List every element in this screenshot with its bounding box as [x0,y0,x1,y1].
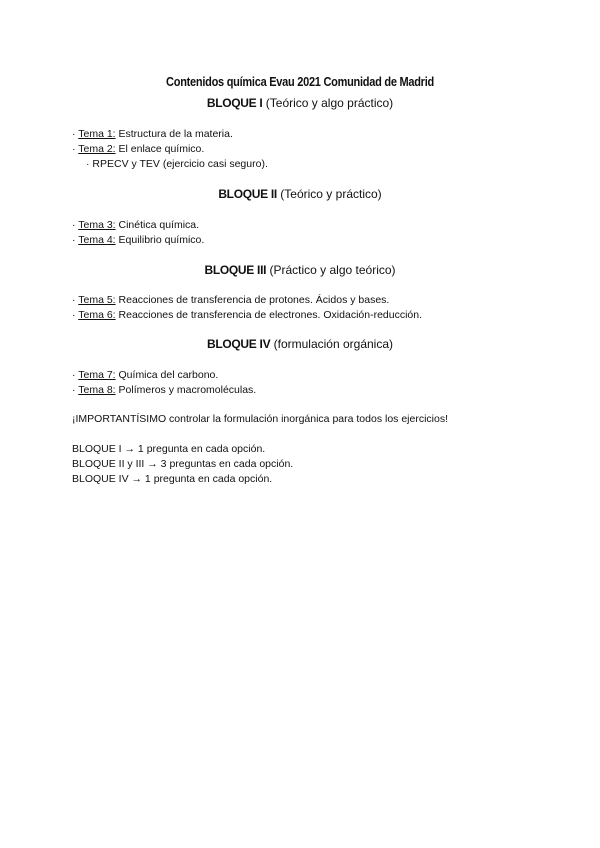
list-item-tema-5 [72,294,389,307]
block-4-name: BLOQUE IV [206,337,271,351]
block-3-heading [0,263,600,277]
summary-line-3: BLOQUE IV → 1 pregunta en cada opción. [72,473,273,485]
sub-item-rpecv: · RPECV y TEV (ejercicio casi seguro). [86,158,268,170]
bullet: · [72,219,76,231]
bullet: · [72,384,76,396]
list-item-tema-1 [72,128,233,141]
tema-text: Química del carbono. [118,369,219,381]
list-item-tema-7 [72,369,218,382]
list-item-tema-4 [72,234,204,247]
tema-label: Tema 1: [78,128,116,140]
tema-label: Tema 8: [78,384,116,396]
summary-line-1: BLOQUE I → 1 pregunta en cada opción. [72,443,266,455]
bullet: · [72,369,76,381]
list-item-tema-2 [72,143,204,156]
block-2-name: BLOQUE II [218,187,277,201]
block-2-subtitle: (Teórico y práctico) [280,187,382,201]
block-4-heading [0,337,600,351]
tema-label: Tema 3: [78,219,116,231]
important-note: ¡IMPORTANTÍSIMO controlar la formulación inorgánica para todos los ejercicios! [72,413,449,425]
block-1-name: BLOQUE I [206,96,263,110]
bullet: · [72,143,76,155]
block-3-subtitle: (Práctico y algo teórico) [269,263,396,277]
bullet: · [72,294,76,306]
tema-text: El enlace químico. [118,143,205,155]
bullet: · [72,234,76,246]
block-4-subtitle: (formulación orgánica) [273,337,394,351]
tema-label: Tema 6: [78,309,116,321]
tema-label: Tema 5: [78,294,116,306]
block-3-name: BLOQUE III [204,263,267,277]
document-title: Contenidos química Evau 2021 Comunidad de Madrid [166,75,434,89]
bullet: · [72,309,76,321]
tema-text: Cinética química. [118,219,200,231]
block-1-heading [0,96,600,110]
tema-text: Reacciones de transferencia de protones. Ácidos y bases. [118,294,390,306]
tema-text: Equilibrio químico. [118,234,205,246]
block-1-subtitle: (Teórico y algo práctico) [265,96,394,110]
tema-label: Tema 2: [78,143,116,155]
tema-text: Polímeros y macromoléculas. [118,384,257,396]
bullet: · [72,128,76,140]
block-2-heading [0,187,600,201]
tema-text: Reacciones de transferencia de electrones. Oxidación-reducción. [118,309,423,321]
list-item-tema-8 [72,384,256,397]
list-item-tema-3 [72,219,199,232]
tema-label: Tema 4: [78,234,116,246]
summary-line-2: BLOQUE II y III → 3 preguntas en cada opción. [72,458,294,470]
list-item-tema-6 [72,309,422,322]
tema-label: Tema 7: [78,369,116,381]
tema-text: Estructura de la materia. [118,128,233,140]
